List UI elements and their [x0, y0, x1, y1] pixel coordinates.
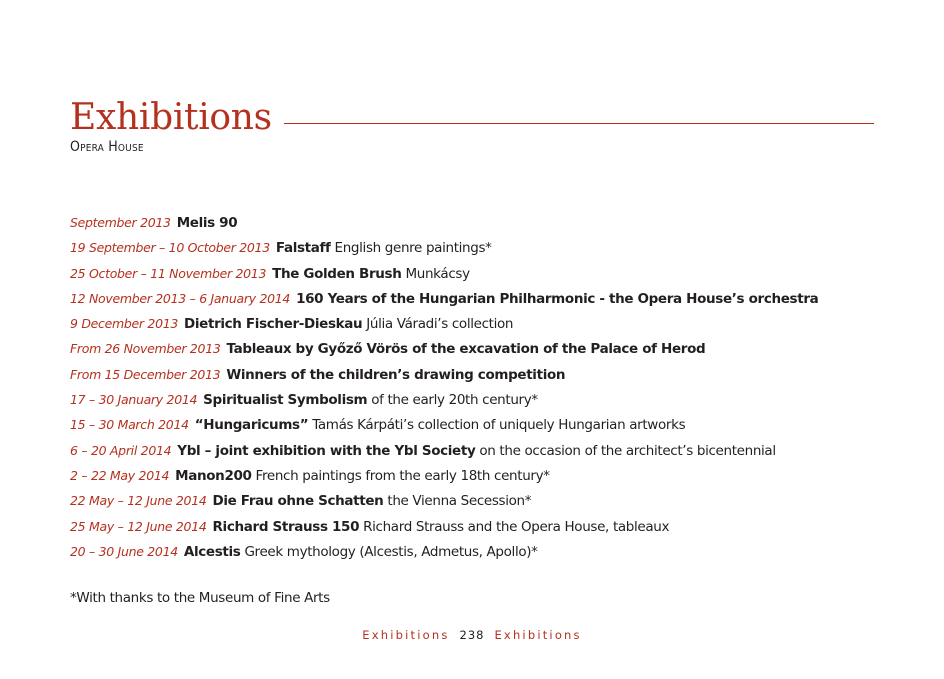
exhibition-description: Greek mythology (Alcestis, Admetus, Apollo)* — [244, 543, 538, 560]
exhibition-name: Winners of the children’s drawing competition — [226, 366, 566, 383]
exhibition-description: Júlia Váradi’s collection — [366, 316, 514, 333]
exhibition-date: 25 May – 12 June 2014 — [70, 518, 207, 534]
exhibition-item — [70, 514, 870, 539]
title-rule — [284, 123, 874, 124]
exhibition-item — [70, 463, 870, 488]
exhibition-date: 6 – 20 April 2014 — [70, 442, 172, 458]
footer-section-right: Exhibitions — [494, 628, 582, 642]
exhibition-date: 22 May – 12 June 2014 — [70, 493, 207, 509]
exhibition-date: From 26 November 2013 — [70, 341, 221, 357]
exhibition-date: 19 September – 10 October 2013 — [70, 240, 270, 256]
exhibition-name: 160 Years of the Hungarian Philharmonic - the Opera House’s orchestra — [296, 290, 819, 307]
exhibition-item — [70, 488, 870, 513]
exhibition-description: Richard Strauss and the Opera House, tableaux — [363, 518, 670, 535]
footer-section-left: Exhibitions — [362, 628, 450, 642]
exhibition-date: 15 – 30 March 2014 — [70, 417, 189, 433]
exhibition-description: French paintings from the early 18th century* — [255, 467, 550, 484]
exhibition-date: 20 – 30 June 2014 — [70, 543, 178, 559]
exhibition-item — [70, 235, 870, 260]
exhibition-item — [70, 362, 870, 387]
page-footer — [0, 626, 944, 644]
exhibition-item — [70, 336, 870, 361]
exhibition-description: Munkácsy — [405, 265, 470, 282]
exhibition-item — [70, 311, 870, 336]
exhibition-item — [70, 539, 870, 564]
exhibition-description: English genre paintings* — [334, 240, 492, 257]
title-row — [70, 92, 874, 136]
exhibition-name: Manon200 — [175, 467, 252, 484]
exhibition-name: The Golden Brush — [272, 265, 402, 282]
exhibition-name: Die Frau ohne Schatten — [212, 493, 384, 510]
exhibition-date: 12 November 2013 – 6 January 2014 — [70, 290, 291, 306]
exhibition-name: “Hungaricums” — [194, 417, 309, 434]
exhibition-name: Melis 90 — [176, 215, 238, 231]
exhibition-description: on the occasion of the architect’s bicentennial — [479, 442, 776, 459]
exhibition-date: September 2013 — [70, 215, 171, 230]
exhibition-name: Falstaff — [275, 240, 331, 257]
exhibition-name: Spiritualist Symbolism — [203, 392, 368, 409]
exhibition-date: 25 October – 11 November 2013 — [70, 265, 267, 281]
exhibition-date: 9 December 2013 — [70, 316, 179, 332]
exhibition-description: of the early 20th century* — [371, 392, 538, 409]
page-subtitle: Opera House — [70, 139, 144, 155]
exhibition-date: 2 – 22 May 2014 — [70, 467, 170, 483]
exhibition-description: the Vienna Secession* — [387, 493, 532, 510]
exhibition-item — [70, 261, 870, 286]
exhibition-description: Tamás Kárpáti’s collection of uniquely Hungarian artworks — [312, 417, 686, 434]
exhibition-item — [70, 387, 870, 412]
exhibition-name: Richard Strauss 150 — [212, 518, 360, 535]
exhibition-name: Dietrich Fischer-Dieskau — [184, 316, 363, 333]
exhibition-name: Alcestis — [183, 543, 241, 560]
exhibition-item — [70, 210, 870, 235]
exhibition-item — [70, 412, 870, 437]
exhibition-item — [70, 286, 870, 311]
exhibition-name: Tableaux by Győző Vörös of the excavation of the Palace of Herod — [226, 341, 706, 358]
exhibition-list — [70, 210, 870, 564]
footnote: *With thanks to the Museum of Fine Arts — [70, 590, 330, 606]
exhibition-name: Ybl – joint exhibition with the Ybl Society — [177, 442, 476, 459]
page-title: Exhibitions — [70, 97, 272, 138]
exhibition-item — [70, 438, 870, 463]
exhibition-date: From 15 December 2013 — [70, 366, 221, 382]
exhibition-date: 17 – 30 January 2014 — [70, 392, 198, 408]
page-number: 238 — [459, 628, 485, 642]
